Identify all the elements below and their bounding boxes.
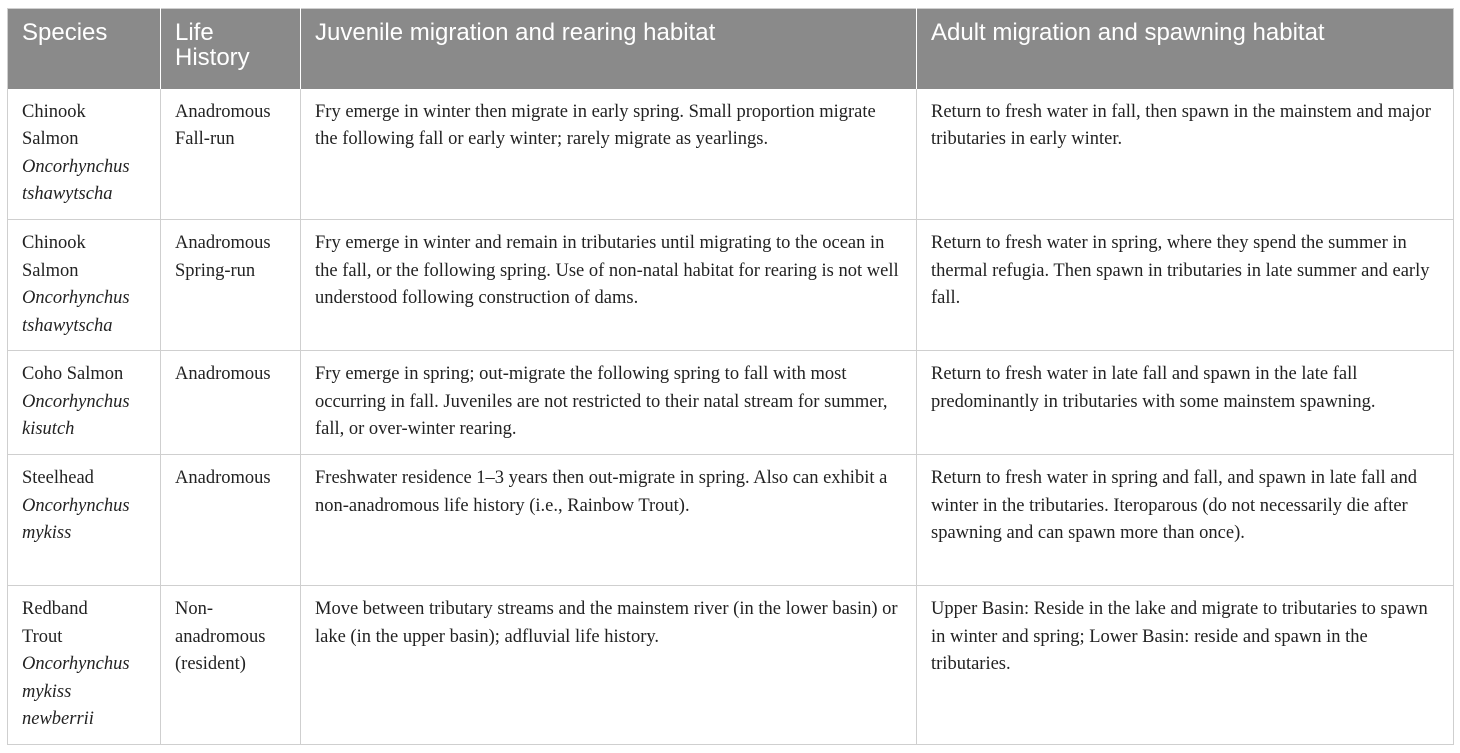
header-adult-habitat: Adult migration and spawning habitat	[917, 9, 1454, 89]
scientific-name: Oncorhynchus	[22, 654, 130, 674]
scientific-name: kisutch	[22, 419, 75, 439]
species-life-history-table	[7, 8, 1454, 745]
scientific-name: Oncorhynchus	[22, 288, 130, 308]
scientific-name: mykiss	[22, 523, 72, 543]
common-name: Salmon	[22, 260, 79, 281]
common-name: Trout	[22, 626, 63, 647]
life-history-text: Anadromous	[175, 364, 271, 384]
scientific-name: newberrii	[22, 709, 94, 729]
scientific-name: Oncorhynchus	[22, 156, 130, 177]
life-history-cell	[161, 351, 301, 455]
life-history-text: Anadromous	[175, 233, 271, 253]
scientific-name: Oncorhynchus	[22, 495, 130, 516]
table-row	[8, 351, 1454, 455]
life-history-text: Spring-run	[175, 260, 256, 281]
table-row	[8, 89, 1454, 220]
adult-habitat-cell: Return to fresh water in spring and fall, and spawn in late fall and winter in the tributaries. Iteroparous (do not necessarily die after spawning and can spawn more than once).	[917, 455, 1454, 586]
species-cell	[8, 220, 161, 351]
juvenile-habitat-cell: Fry emerge in winter and remain in tributaries until migrating to the ocean in the fall, or the following spring. Use of non-natal habitat for rearing is not well understood following construction of dams.	[301, 220, 917, 351]
species-cell	[8, 586, 161, 745]
adult-habitat-cell: Upper Basin: Reside in the lake and migrate to tributaries to spawn in winter and spring; Lower Basin: reside and spawn in the tributaries.	[917, 586, 1454, 745]
life-history-cell	[161, 89, 301, 220]
life-history-text: Anadromous	[175, 101, 271, 122]
life-history-text: Non-	[175, 599, 214, 619]
scientific-name: tshawytscha	[22, 315, 113, 336]
species-cell	[8, 455, 161, 586]
life-history-text: (resident)	[175, 654, 246, 674]
common-name: Coho Salmon	[22, 364, 124, 384]
juvenile-habitat-cell: Freshwater residence 1–3 years then out-migrate in spring. Also can exhibit a non-anadromous life history (i.e., Rainbow Trout).	[301, 455, 917, 586]
life-history-text: Anadromous	[175, 468, 271, 488]
header-species: Species	[8, 9, 161, 89]
header-life-history: Life History	[161, 9, 301, 89]
table-row	[8, 586, 1454, 745]
adult-habitat-cell: Return to fresh water in late fall and spawn in the late fall predominantly in tributaries with some mainstem spawning.	[917, 351, 1454, 455]
juvenile-habitat-cell: Move between tributary streams and the mainstem river (in the lower basin) or lake (in the upper basin); adfluvial life history.	[301, 586, 917, 745]
adult-habitat-cell: Return to fresh water in spring, where they spend the summer in thermal refugia. Then spawn in tributaries in late summer and early fall.	[917, 220, 1454, 351]
common-name: Steelhead	[22, 468, 94, 488]
common-name: Chinook	[22, 101, 86, 122]
scientific-name: tshawytscha	[22, 184, 113, 204]
adult-habitat-cell: Return to fresh water in fall, then spawn in the mainstem and major tributaries in early winter.	[917, 89, 1454, 220]
species-cell	[8, 351, 161, 455]
life-history-text: Fall-run	[175, 129, 235, 149]
common-name: Redband	[22, 599, 88, 619]
species-cell	[8, 89, 161, 220]
header-juvenile-habitat: Juvenile migration and rearing habitat	[301, 9, 917, 89]
life-history-text: anadromous	[175, 626, 266, 647]
scientific-name: Oncorhynchus	[22, 391, 130, 412]
table-header	[8, 9, 1454, 89]
header-row	[8, 9, 1454, 89]
life-history-cell	[161, 586, 301, 745]
life-history-cell	[161, 220, 301, 351]
life-history-cell	[161, 455, 301, 586]
juvenile-habitat-cell: Fry emerge in spring; out-migrate the following spring to fall with most occurring in fall. Juveniles are not restricted to their natal stream for summer, fall, or over-winter rearing.	[301, 351, 917, 455]
common-name: Salmon	[22, 129, 79, 149]
table-row	[8, 220, 1454, 351]
scientific-name: mykiss	[22, 681, 72, 702]
table-row	[8, 455, 1454, 586]
juvenile-habitat-cell: Fry emerge in winter then migrate in early spring. Small proportion migrate the following fall or early winter; rarely migrate as yearlings.	[301, 89, 917, 220]
table-body	[8, 89, 1454, 745]
common-name: Chinook	[22, 233, 86, 253]
